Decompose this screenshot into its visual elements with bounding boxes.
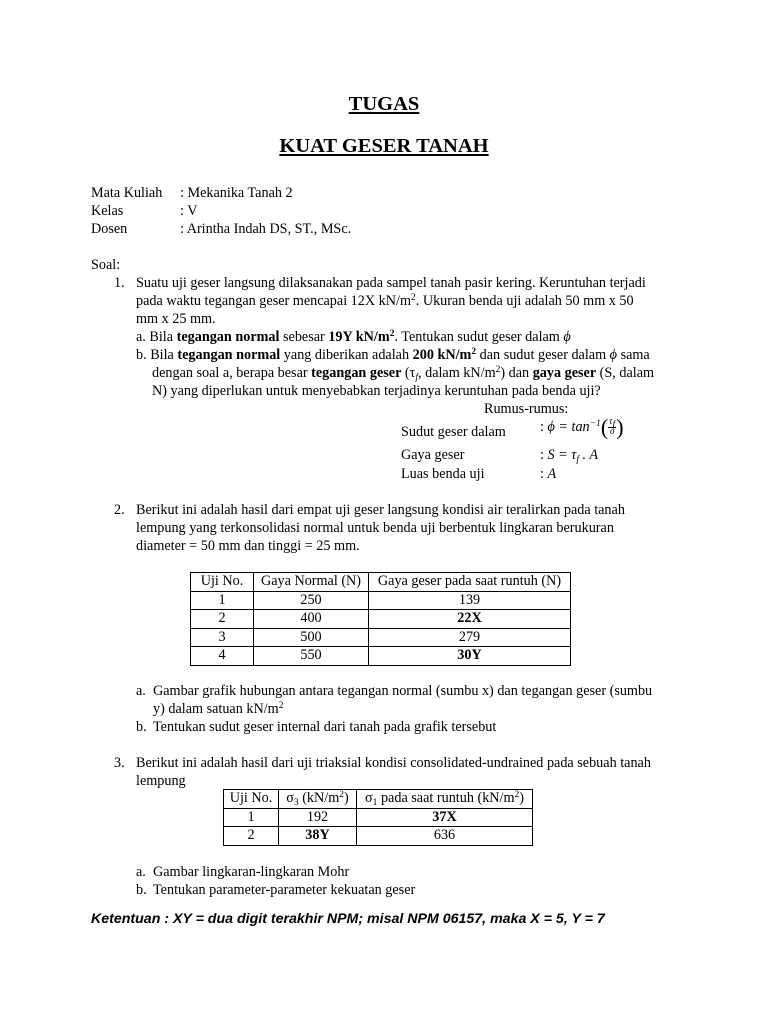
table-cell: 3 (191, 628, 254, 647)
question-1b-line-2: dengan soal a, berapa besar tegangan geser ($\tau_f$, dalam $kN/m^2$) dan gaya geser (S, dalam (152, 365, 655, 383)
table-row (191, 591, 571, 610)
info-value-mata-kuliah: : Mekanika Tanah 2 (180, 185, 293, 201)
table-header-cell: Uji No. (191, 573, 254, 592)
question-1-line-2: pada waktu tegangan geser mencapai 12X $kN/m^2$. Ukuran benda uji adalah 50 mm x 50 (136, 293, 634, 309)
table-header-row (224, 790, 533, 809)
rumus-formula-luas: : A (540, 466, 557, 482)
info-label-mata-kuliah: Mata Kuliah (91, 185, 163, 201)
table-header-cell: $\sigma_1$ pada saat runtuh $(kN/m^2)$ (357, 790, 533, 809)
question-2-table (190, 572, 571, 666)
rumus-formula-sudut-geser: : $\phi = \tan^{-1}$( $\frac{\tau_f}{\sigma}$ ) (540, 414, 624, 440)
info-value-dosen: : Arintha Indah DS, ST., MSc. (180, 221, 352, 237)
table-header-cell: Gaya geser pada saat runtuh (N) (369, 573, 571, 592)
question-2-line-1: Berikut ini adalah hasil dari empat uji geser langsung kondisi air teralirkan pada tanah (136, 502, 625, 518)
table-row (191, 647, 571, 666)
table-cell: 550 (254, 647, 369, 666)
question-3-line-2: lempung (136, 773, 186, 789)
table-cell: 1 (191, 591, 254, 610)
table-cell: 250 (254, 591, 369, 610)
document-subtitle: KUAT GESER TANAH (279, 135, 489, 157)
table-cell: 38Y (279, 827, 357, 846)
table-cell: 139 (369, 591, 571, 610)
table-header-row (191, 573, 571, 592)
table-cell: 37X (357, 808, 533, 827)
question-3-number: 3. (114, 755, 125, 771)
table-cell: 500 (254, 628, 369, 647)
question-1b-line-3: N) yang diperlukan untuk menyebabkan terjadinya keruntuhan pada benda uji? (152, 383, 601, 399)
table-row (224, 827, 533, 846)
rumus-formula-gaya-geser: : $S = \tau_f$ . A (540, 447, 599, 465)
table-cell: 2 (191, 610, 254, 629)
question-1b-line-1: b. Bila tegangan normal yang diberikan adalah 200 $kN/m^2$ dan sudut geser dalam ϕ sama (136, 347, 650, 363)
table-cell: 1 (224, 808, 279, 827)
table-cell: 4 (191, 647, 254, 666)
table-row (191, 628, 571, 647)
table-cell: 22X (369, 610, 571, 629)
question-2-number: 2. (114, 502, 125, 518)
question-2-line-2: lempung yang terkonsolidasi normal untuk benda uji berbentuk lingkaran berukuran (136, 520, 614, 536)
rumus-label-luas: Luas benda uji (401, 466, 485, 482)
table-cell: 279 (369, 628, 571, 647)
question-1-number: 1. (114, 275, 125, 291)
soal-label: Soal: (91, 257, 121, 273)
table-header-cell: $\sigma_3$ $(kN/m^2)$ (279, 790, 357, 809)
rumus-title: Rumus-rumus: (484, 401, 569, 417)
document-page: TUGAS KUAT GESER TANAH Mata Kuliah : Mekanika Tanah 2 Kelas : V Dosen : Arintha Indah DS, ST., MSc. Soal: 1. Suatu uji geser langsung dilaksanakan pada sampel tanah pasir kering. Keruntuhan terjadi pada waktu tegangan geser mencapai 12X $kN/m^2$. Ukuran benda uji adalah 50 mm x 50 mm x 25 mm. a. Bila tegangan normal sebesar 19Y $kN/m^2$. Tentukan sudut geser dalam ϕ b. Bila tegangan normal yang diberikan adalah 200 $kN/m^2$ dan sudut geser dalam ϕ sama dengan soal a, berapa besar tegangan geser ($\tau_f$, dalam $kN/m^2$) dan gaya geser (S, dalam N) yang diperlukan untuk menyebabkan terjadinya keruntuhan pada benda uji? Rumus-rumus: Sudut geser dalam : $\phi = \tan^{-1}$( $\frac{\tau_f}{\sigma}$ ) Gaya geser : $S = \tau_f$ . A Luas benda uji : A 2. Berikut ini adalah hasil dari empat uji geser langsung kondisi air teralirkan pada tanah lempung yang terkonsolidasi normal untuk benda uji berbentuk lingkaran berukuran diameter = 50 mm dan tinggi = 25 mm. Uji No. Gaya Normal (N) Gaya geser pada saat runtuh (N) 1 250 139 2 400 22X 3 500 279 4 550 30Y a. Gambar grafik hubungan antara tegangan normal (sumbu x) dan tegangan geser (sumbu y) dalam satuan $kN/m^2$ b. Tentukan sudut geser internal dari tanah pada grafik tersebut 3. Berikut ini adalah hasil dari uji triaksial kondisi consolidated-undrained pada sebuah tanah lempung Uji No. $\sigma_3$ $(kN/m^2)$ $\sigma_1$ pada saat runtuh $(kN/m^2)$ 1 192 37X 2 38Y 636 a. Gambar lingkaran-lingkaran Mohr b. Tentukan parameter-parameter kekuatan geser Ketentuan : XY = dua digit terakhir NPM; misal NPM 06157, maka X = 5, Y = 7 (0, 0, 768, 1024)
question-1-line-1: Suatu uji geser langsung dilaksanakan pada sampel tanah pasir kering. Keruntuhan terjadi (136, 275, 646, 291)
document-title: TUGAS (348, 93, 420, 115)
info-label-dosen: Dosen (91, 221, 128, 237)
question-3-line-1: Berikut ini adalah hasil dari uji triaksial kondisi consolidated-undrained pada sebuah tanah (136, 755, 651, 771)
info-value-kelas: : V (180, 203, 198, 219)
question-1a: a. Bila tegangan normal sebesar 19Y $kN/m^2$. Tentukan sudut geser dalam ϕ (136, 329, 571, 345)
info-label-kelas: Kelas (91, 203, 124, 219)
rumus-label-sudut-geser: Sudut geser dalam (401, 424, 506, 440)
table-header-cell: Uji No. (224, 790, 279, 809)
table-cell: 30Y (369, 647, 571, 666)
table-cell: 192 (279, 808, 357, 827)
table-cell: 636 (357, 827, 533, 846)
question-2-line-3: diameter = 50 mm dan tinggi = 25 mm. (136, 538, 360, 554)
table-header-cell: Gaya Normal (N) (254, 573, 369, 592)
rumus-label-gaya-geser: Gaya geser (401, 447, 465, 463)
table-row (224, 808, 533, 827)
question-2a: a. Gambar grafik hubungan antara tegangan normal (sumbu x) dan tegangan geser (sumbu y) dalam satuan $kN/m^2$ (136, 683, 653, 717)
question-1-line-3: mm x 25 mm. (136, 311, 216, 327)
table-cell: 2 (224, 827, 279, 846)
table-row (191, 610, 571, 629)
footer-note: Ketentuan : XY = dua digit terakhir NPM; misal NPM 06157, maka X = 5, Y = 7 (91, 911, 605, 927)
table-cell: 400 (254, 610, 369, 629)
question-3-table (223, 789, 533, 846)
